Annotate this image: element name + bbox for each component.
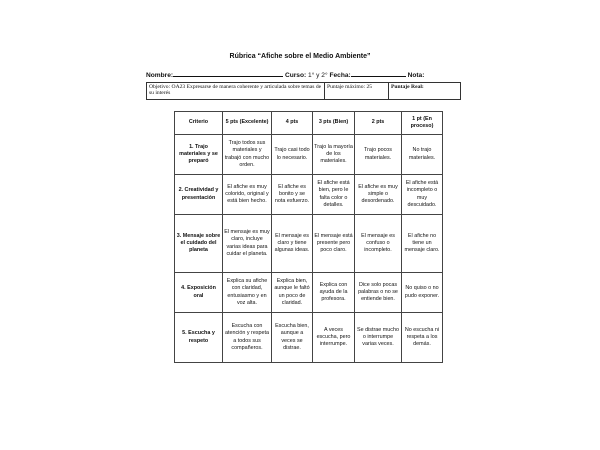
rubric-cell: El afiche está incompleto o muy descuidado. (402, 175, 443, 215)
name-label: Nombre: (146, 72, 174, 79)
header-criterio: Criterio (175, 112, 223, 135)
criterion-cell: 1. Trajo materiales y se preparó (175, 135, 223, 175)
objective-text: Objetivo: OA23 Expresarse de manera coherente y articulada sobre temas de su interés (147, 83, 325, 99)
rubric-cell: El mensaje es confuso o incompleto. (355, 215, 402, 273)
criterion-cell: 2. Creatividad y presentación (175, 175, 223, 215)
rubric-cell: El afiche es muy simple o desordenado. (355, 175, 402, 215)
rubric-cell: El mensaje está presente pero poco claro. (313, 215, 355, 273)
rubric-cell: Explica con ayuda de la profesora. (313, 273, 355, 313)
rubric-cell: No escucha ni respeta a los demás. (402, 313, 443, 363)
rubric-cell: El afiche está bien, pero le falta color o detalles. (313, 175, 355, 215)
objective-info-box (146, 82, 461, 100)
rubric-cell: Trajo la mayoría de los materiales. (313, 135, 355, 175)
date-label: Fecha: (329, 72, 351, 79)
name-blank (173, 70, 283, 77)
rubric-cell: Trajo casi todo lo necesario. (272, 135, 313, 175)
grade-label: Nota: (407, 72, 425, 79)
rubric-cell: Explica bien, aunque le faltó un poco de claridad. (272, 273, 313, 313)
rubric-cell: El mensaje es claro y tiene algunas ideas. (272, 215, 313, 273)
course-value: 1° y 2° (308, 72, 330, 79)
rubric-cell: Escucha bien, aunque a veces se distrae. (272, 313, 313, 363)
table-row (175, 135, 443, 175)
max-score-text: Puntaje máximo: 25 (325, 83, 389, 99)
rubric-cell: Dice solo pocas palabras o no se entiende bien. (355, 273, 402, 313)
rubric-cell: A veces escucha, pero interrumpe. (313, 313, 355, 363)
date-blank (351, 70, 406, 77)
rubric-cell: El afiche es muy colorido, original y está bien hecho. (223, 175, 272, 215)
header-4-pts: 4 pts (272, 112, 313, 135)
rubric-cell: Explica su afiche con claridad, entusiasmo y en voz alta. (223, 273, 272, 313)
table-row (175, 313, 443, 363)
student-header-line (146, 70, 461, 79)
document-title: Rúbrica “Afiche sobre el Medio Ambiente” (229, 53, 371, 60)
course-label: Curso: (284, 72, 307, 79)
header-3-pts: 3 pts (Bien) (313, 112, 355, 135)
header-1-pt: 1 pt (En proceso) (402, 112, 443, 135)
rubric-cell: Escucha con atención y respeta a todos sus compañeros. (223, 313, 272, 363)
rubric-cell: El afiche no tiene un mensaje claro. (402, 215, 443, 273)
rubric-cell: No quiso o no pudo exponer. (402, 273, 443, 313)
rubric-cell: No trajo materiales. (402, 135, 443, 175)
header-5-pts: 5 pts (Excelente) (223, 112, 272, 135)
rubric-cell: El mensaje es muy claro, incluye varias ideas para cuidar el planeta. (223, 215, 272, 273)
rubric-cell: Trajo todos sus materiales y trabajó con mucho orden. (223, 135, 272, 175)
table-row (175, 273, 443, 313)
rubric-header-row (175, 112, 443, 135)
criterion-cell: 3. Mensaje sobre el cuidado del planeta (175, 215, 223, 273)
rubric-cell: El afiche es bonito y se nota esfuerzo. (272, 175, 313, 215)
header-2-pts: 2 pts (355, 112, 402, 135)
real-score-text: Puntaje Real: (391, 84, 424, 90)
criterion-cell: 5. Escucha y respeto (175, 313, 223, 363)
table-row (175, 175, 443, 215)
rubric-cell: Se distrae mucho o interrumpe varias veces. (355, 313, 402, 363)
criterion-cell: 4. Exposición oral (175, 273, 223, 313)
rubric-table (174, 111, 443, 363)
rubric-cell: Trajo pocos materiales. (355, 135, 402, 175)
table-row (175, 215, 443, 273)
